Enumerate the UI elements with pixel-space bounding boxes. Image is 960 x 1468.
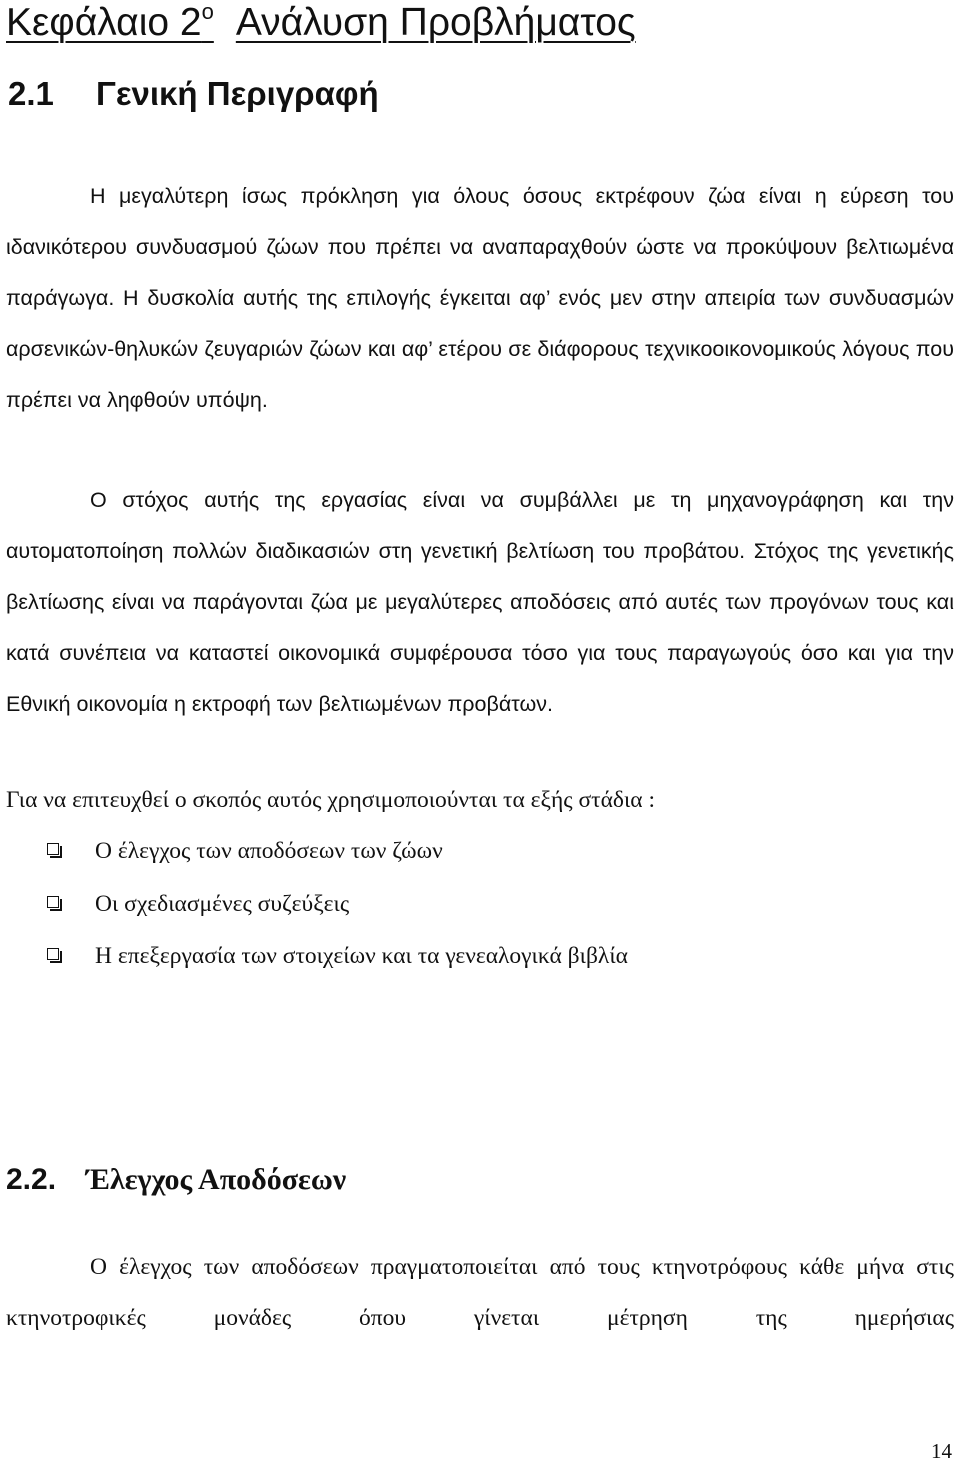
list-item-text: Οι σχεδιασμένες συζεύξεις [95, 891, 350, 917]
list-item [47, 939, 628, 973]
section-number: 2.2. [6, 1163, 57, 1196]
list-item [47, 887, 349, 921]
page-number: 14 [931, 1439, 952, 1463]
paragraph-performance-control: Ο έλεγχος των αποδόσεων πραγματοποιείται από τους κτηνοτρόφους κάθε μήνα στις κτηνοτροφικές μονάδες όπου γίνεται μέτρηση της ημερήσιας [6, 1254, 954, 1331]
section-heading-2 [6, 1158, 346, 1202]
checkbox-bullet-icon [47, 948, 59, 960]
section-number: 2.1 [8, 75, 54, 112]
paragraph-challenge: Η μεγαλύτερη ίσως πρόκληση για όλους όσους εκτρέφουν ζώα είναι η εύρεση του ιδανικότερου συνδυασμού ζώων που πρέπει να αναπαραχθούν ώστε να προκύψουν βελτιωμένα παράγωγα. Η δυσκολία αυτής της επιλογής έγκειται αφ’ ενός μεν στην απειρία των συνδυασμών αρσενικών-θηλυκών ζευγαριών ζώων και αφ’ ετέρου σε διάφορους τεχνικοοικονομικούς λόγους που πρέπει να ληφθούν υπόψη. [6, 184, 954, 412]
list-item-text: Ο έλεγχος των αποδόσεων των ζώων [95, 838, 443, 864]
list-item-text: Η επεξεργασία των στοιχείων και τα γενεαλογικά βιβλία [95, 943, 628, 969]
paragraph-goal: Ο στόχος αυτής της εργασίας είναι να συμβάλλει με τη μηχανογράφηση και την αυτοματοποίηση πολλών διαδικασιών στη γενετική βελτίωση του προβάτου. Στόχος της γενετικής βελτίωσης είναι να παράγονται ζώα με μεγαλύτερες αποδόσεις από αυτές των προγόνων τους και κατά συνέπεια να καταστεί οικονομικά συμφέρουσα τόσο για τους παραγωγούς όσο και για την Εθνική οικονομία η εκτροφή των βελτιωμένων προβάτων. [6, 488, 954, 716]
checkbox-bullet-icon [47, 843, 59, 855]
stages-intro: Για να επιτευχθεί ο σκοπός αυτός χρησιμοποιούνται τα εξής στάδια : [6, 787, 655, 813]
section-heading-1 [8, 72, 379, 116]
section-title: Γενική Περιγραφή [96, 75, 379, 112]
chapter-name: Ανάλυση Προβλήματος [235, 1, 636, 44]
section-title: Έλεγχος Αποδόσεων [86, 1163, 347, 1196]
checkbox-bullet-icon [47, 896, 59, 908]
chapter-title [6, 0, 636, 46]
list-item [47, 834, 443, 868]
chapter-superscript: ο [201, 0, 214, 24]
chapter-prefix: Κεφάλαιο 2 [6, 1, 202, 44]
